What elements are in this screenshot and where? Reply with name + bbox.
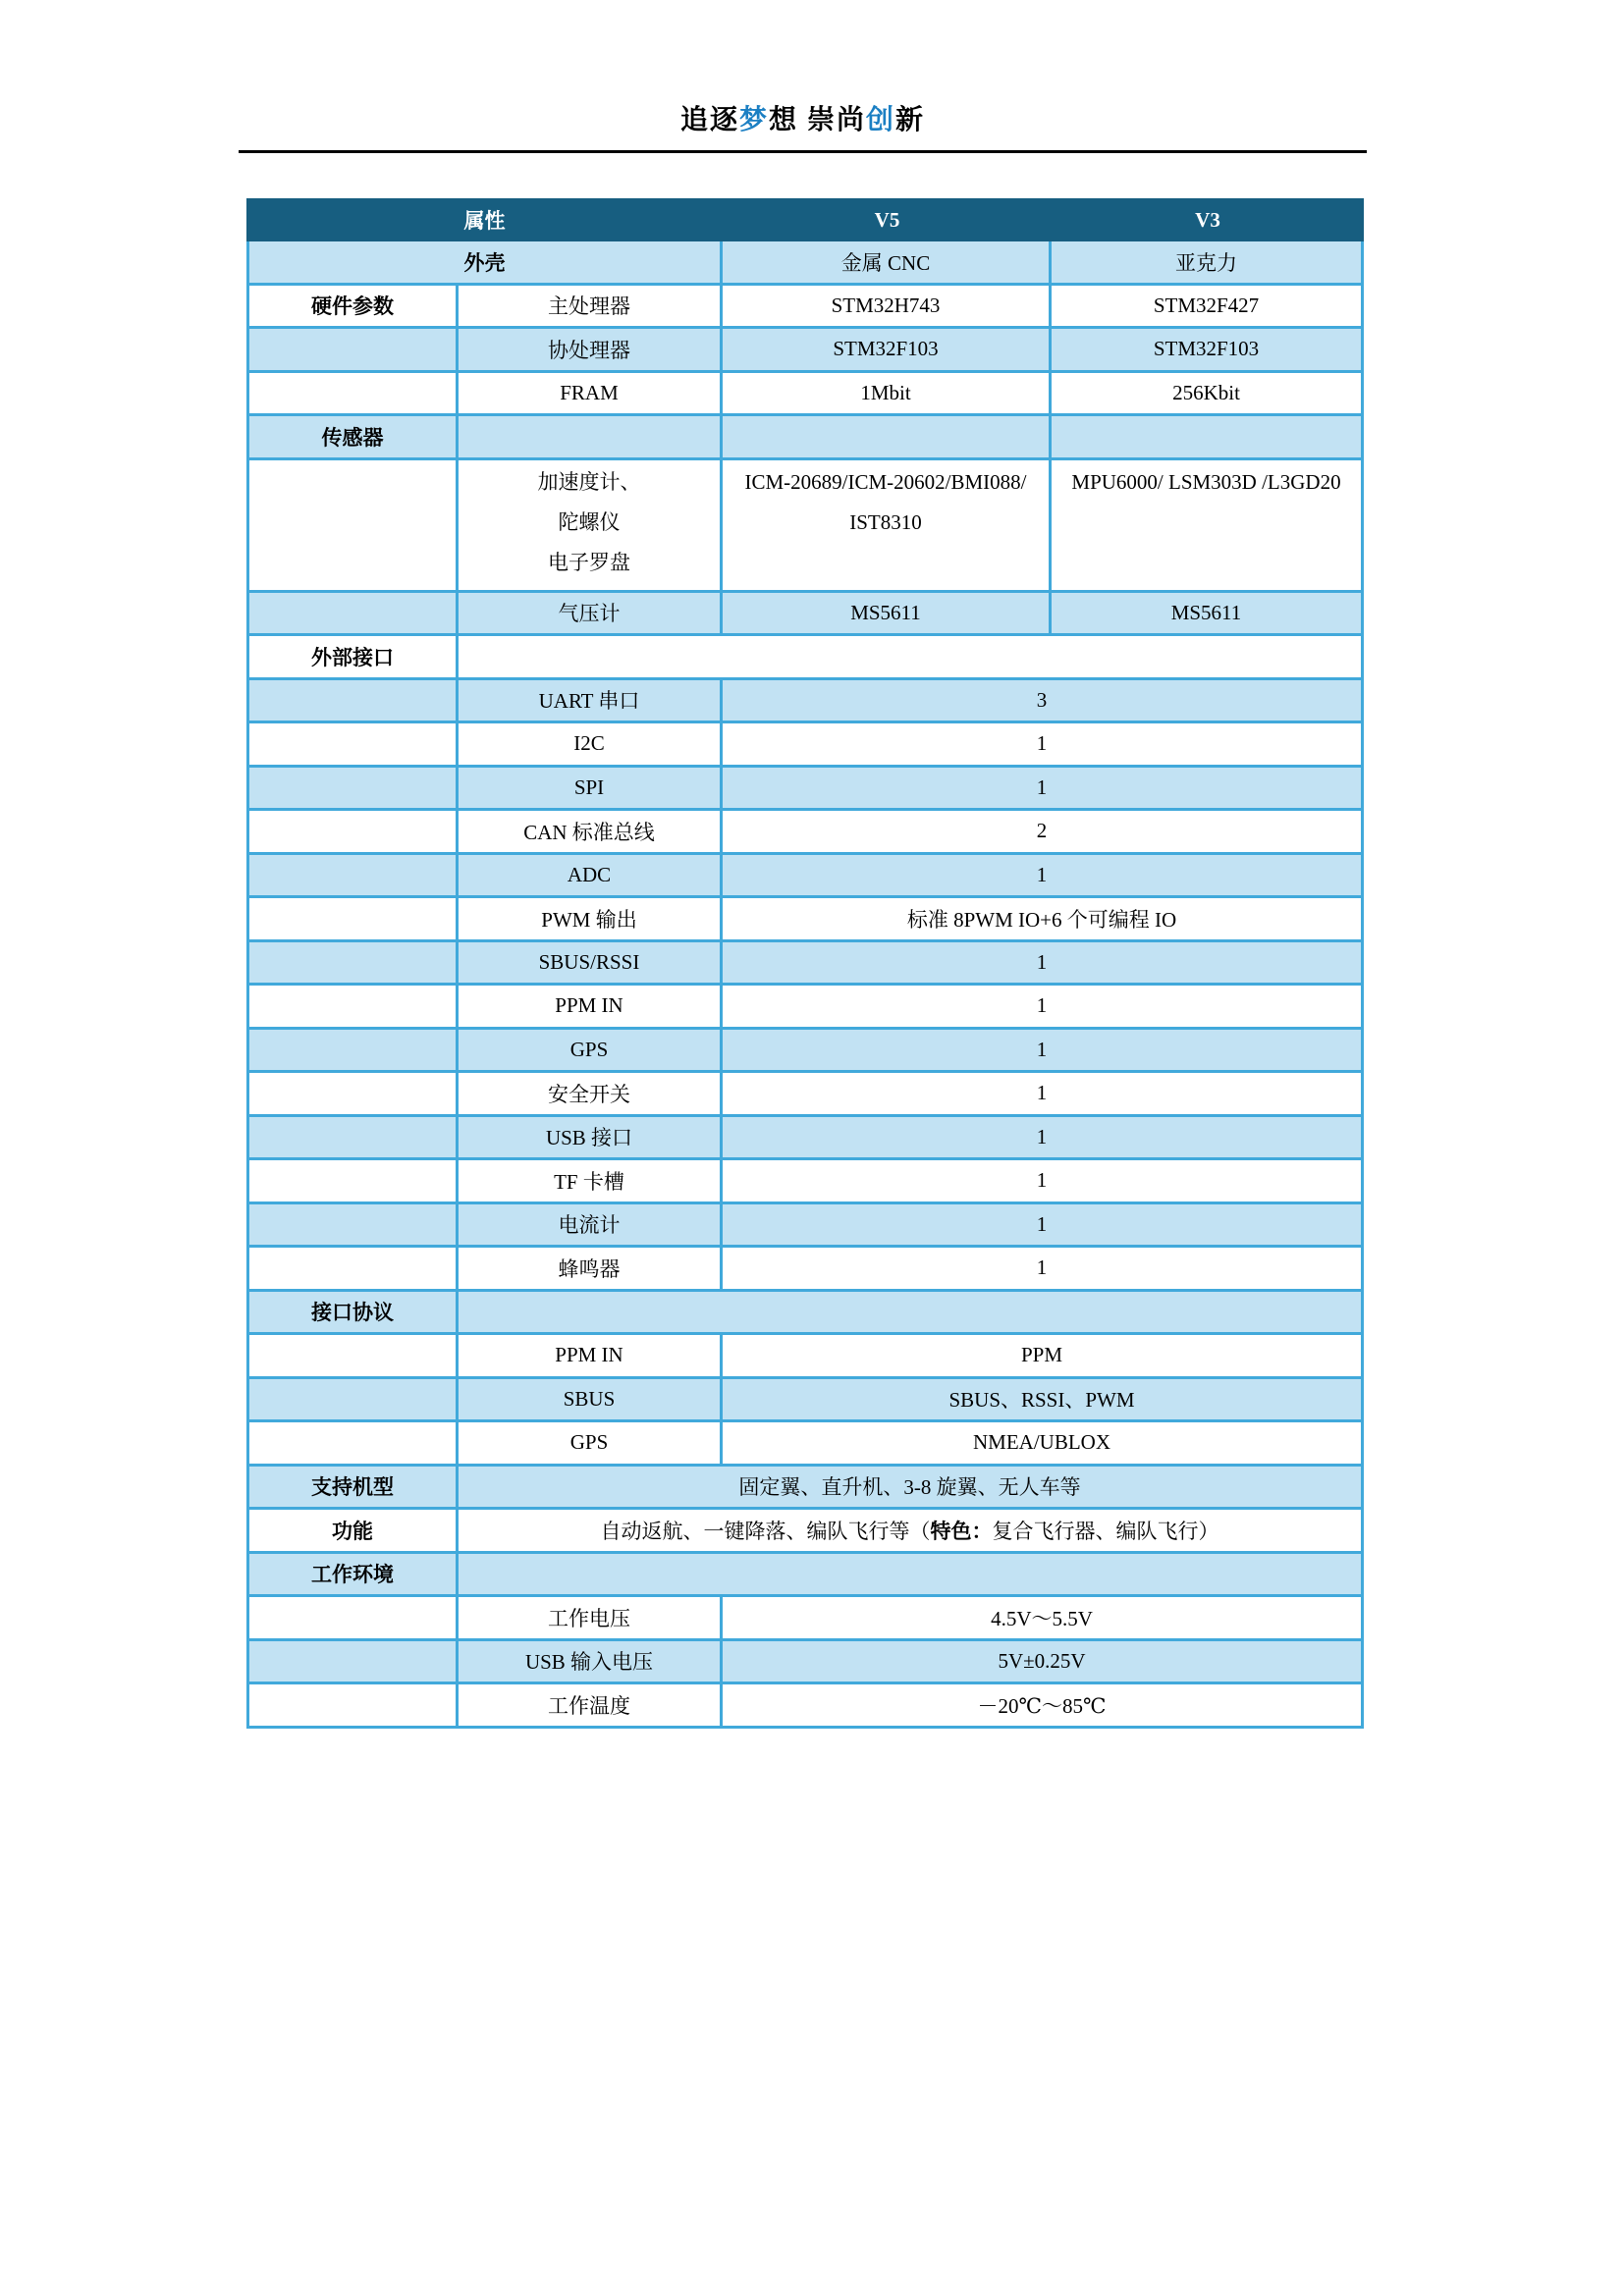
table-row <box>249 898 1361 939</box>
header-cell-attr: 属性 <box>463 209 506 233</box>
row-category-cell <box>249 373 456 414</box>
text-line: ICM-20689/ICM-20602/BMI088/ <box>744 469 1027 494</box>
row-attr-cell: ADC <box>459 855 720 896</box>
slogan-text: 新 <box>895 105 926 135</box>
table-row <box>249 1467 1361 1508</box>
row-merged-value-cell: 标准 8PWM IO+6 个可编程 IO <box>723 898 1361 939</box>
row-merged-value-cell <box>459 636 1361 677</box>
row-merged-value-cell: 1 <box>723 768 1361 809</box>
table-row <box>249 1292 1361 1333</box>
table-row <box>249 723 1361 765</box>
row-merged-value-cell: 固定翼、直升机、3-8 旋翼、无人车等 <box>459 1467 1361 1508</box>
row-attr-cell: USB 输入电压 <box>459 1641 720 1682</box>
row-value-cell-v5: STM32F103 <box>723 329 1049 370</box>
row-attr-cell: 蜂鸣器 <box>459 1248 720 1289</box>
row-attr-cell: CAN 标准总线 <box>459 811 720 852</box>
row-value-cell-v3: 256Kbit <box>1052 373 1361 414</box>
row-category-cell <box>249 1597 456 1638</box>
spec-table <box>246 198 1364 1729</box>
row-value-cell-v3 <box>1052 460 1361 590</box>
text-line: 加速度计、 <box>537 469 641 494</box>
row-category-cell <box>249 723 456 765</box>
row-category-cell <box>249 1684 456 1726</box>
page-header-slogan <box>239 98 1367 137</box>
row-merged-value-cell: －20℃～85℃ <box>723 1684 1361 1726</box>
row-attr-cell: GPS <box>459 1422 720 1464</box>
table-row <box>249 855 1361 896</box>
header-rule <box>239 150 1367 153</box>
row-category-cell <box>249 1422 456 1464</box>
slogan-text: 想 崇尚 <box>768 105 866 135</box>
slogan-accent-text: 梦 <box>738 105 769 135</box>
row-attr-cell: GPS <box>459 1030 720 1071</box>
row-merged-value-cell: NMEA/UBLOX <box>723 1422 1361 1464</box>
row-merged-value-cell <box>459 1554 1361 1595</box>
table-row <box>249 680 1361 721</box>
row-value-cell-v3: MS5611 <box>1052 593 1361 634</box>
row-category-cell: 工作环境 <box>249 1554 456 1595</box>
row-category-cell <box>249 1379 456 1420</box>
row-merged-value-cell: 1 <box>723 723 1361 765</box>
row-merged-value-cell: 1 <box>723 986 1361 1027</box>
row-attr-cell <box>459 460 720 590</box>
row-attr-cell: USB 接口 <box>459 1117 720 1158</box>
table-row <box>249 811 1361 852</box>
row-attr-cell <box>459 416 720 457</box>
row-merged-value-cell: 1 <box>723 942 1361 984</box>
table-row <box>249 1248 1361 1289</box>
row-merged-value-cell: 1 <box>723 1204 1361 1246</box>
row-merged-value-cell: SBUS、RSSI、PWM <box>723 1379 1361 1420</box>
table-row <box>249 986 1361 1027</box>
row-attr-cell: 工作电压 <box>459 1597 720 1638</box>
table-row <box>249 1597 1361 1638</box>
row-merged-value-cell: 2 <box>723 811 1361 852</box>
table-row <box>249 1510 1361 1551</box>
row-category-cell <box>249 1073 456 1114</box>
row-merged-value-cell: 1 <box>723 855 1361 896</box>
row-category-cell <box>249 1641 456 1682</box>
row-attr-cell: SBUS/RSSI <box>459 942 720 984</box>
row-attr-cell: SBUS <box>459 1379 720 1420</box>
table-row <box>249 1379 1361 1420</box>
row-value-cell-v5 <box>723 416 1049 457</box>
row-category-cell <box>249 768 456 809</box>
row-value-cell-v5 <box>723 460 1049 590</box>
row-value-cell-v3: 亚克力 <box>1052 241 1361 283</box>
row-category-cell <box>249 898 456 939</box>
row-attr-cell: 气压计 <box>459 593 720 634</box>
table-row <box>249 1335 1361 1376</box>
row-category-cell: 支持机型 <box>249 1467 456 1508</box>
table-row <box>249 942 1361 984</box>
row-merged-value-cell: 4.5V～5.5V <box>723 1597 1361 1638</box>
row-attr-cell: PPM IN <box>459 1335 720 1376</box>
row-merged-value-cell: 1 <box>723 1248 1361 1289</box>
text-line: 陀螺仪 <box>558 509 621 534</box>
row-attr-cell: FRAM <box>459 373 720 414</box>
row-category-cell: 硬件参数 <box>249 286 456 327</box>
row-category-cell <box>249 329 456 370</box>
table-row <box>249 1073 1361 1114</box>
row-category-cell <box>249 1030 456 1071</box>
row-value-cell-v5: STM32H743 <box>723 286 1049 327</box>
row-merged-value-cell: 1 <box>723 1160 1361 1201</box>
row-category-cell <box>249 1248 456 1289</box>
row-value-cell-v3: STM32F103 <box>1052 329 1361 370</box>
row-category-cell <box>249 680 456 721</box>
header-cell-v3: V3 <box>1195 207 1220 232</box>
row-attr-cell: 安全开关 <box>459 1073 720 1114</box>
row-category-cell <box>249 1335 456 1376</box>
row-category-cell <box>249 811 456 852</box>
row-merged-value-cell: 1 <box>723 1073 1361 1114</box>
text-line: 电子罗盘 <box>548 550 630 574</box>
row-merged-value-cell: 5V±0.25V <box>723 1641 1361 1682</box>
table-row <box>249 241 1361 283</box>
row-attr-cell: UART 串口 <box>459 680 720 721</box>
row-attr-cell: PWM 输出 <box>459 898 720 939</box>
row-merged-value-cell <box>459 1510 1361 1551</box>
value-segment: 自动返航、一键降落、编队飞行等（ <box>600 1519 931 1543</box>
table-row <box>249 1117 1361 1158</box>
row-attr-cell: 电流计 <box>459 1204 720 1246</box>
table-header-row <box>246 198 1364 241</box>
table-row <box>249 416 1361 457</box>
row-category-cell <box>249 942 456 984</box>
table-row <box>249 1204 1361 1246</box>
table-row <box>249 1641 1361 1682</box>
row-attr-cell: 协处理器 <box>459 329 720 370</box>
row-label-cell: 外壳 <box>249 241 720 283</box>
row-category-cell <box>249 855 456 896</box>
row-category-cell: 功能 <box>249 1510 456 1551</box>
table-row <box>249 1160 1361 1201</box>
row-category-cell <box>249 1160 456 1201</box>
slogan-accent-text: 创 <box>866 105 896 135</box>
slogan-text: 追逐 <box>679 105 739 135</box>
row-value-cell-v3 <box>1052 416 1361 457</box>
row-category-cell <box>249 593 456 634</box>
row-merged-value-cell <box>459 1292 1361 1333</box>
row-value-cell-v5: 金属 CNC <box>723 241 1049 283</box>
row-merged-value-cell: 1 <box>723 1117 1361 1158</box>
table-row <box>249 1030 1361 1071</box>
row-value-cell-v3: STM32F427 <box>1052 286 1361 327</box>
row-value-cell-v5: MS5611 <box>723 593 1049 634</box>
table-body <box>246 241 1364 1729</box>
row-category-cell: 外部接口 <box>249 636 456 677</box>
row-merged-value-cell: 3 <box>723 680 1361 721</box>
row-merged-value-cell: PPM <box>723 1335 1361 1376</box>
table-row <box>249 768 1361 809</box>
text-line: IST8310 <box>849 509 922 534</box>
value-segment: 复合飞行器、编队飞行） <box>992 1519 1219 1543</box>
table-row <box>249 286 1361 327</box>
row-category-cell <box>249 986 456 1027</box>
header-cell-v5: V5 <box>874 207 900 232</box>
row-attr-cell: SPI <box>459 768 720 809</box>
table-row <box>249 1554 1361 1595</box>
row-category-cell <box>249 1204 456 1246</box>
row-attr-cell: PPM IN <box>459 986 720 1027</box>
row-attr-cell: 主处理器 <box>459 286 720 327</box>
table-row <box>249 1422 1361 1464</box>
row-attr-cell: TF 卡槽 <box>459 1160 720 1201</box>
row-category-cell <box>249 460 456 590</box>
value-segment: 特色： <box>930 1519 993 1543</box>
text-line: MPU6000/ LSM303D /L3GD20 <box>1071 469 1341 494</box>
row-attr-cell: 工作温度 <box>459 1684 720 1726</box>
table-row <box>249 373 1361 414</box>
row-merged-value-cell: 1 <box>723 1030 1361 1071</box>
row-category-cell <box>249 1117 456 1158</box>
table-row <box>249 1684 1361 1726</box>
row-attr-cell: I2C <box>459 723 720 765</box>
table-row <box>249 329 1361 370</box>
table-row <box>249 460 1361 590</box>
row-category-cell: 接口协议 <box>249 1292 456 1333</box>
table-row <box>249 593 1361 634</box>
row-value-cell-v5: 1Mbit <box>723 373 1049 414</box>
row-category-cell: 传感器 <box>249 416 456 457</box>
table-row <box>249 636 1361 677</box>
